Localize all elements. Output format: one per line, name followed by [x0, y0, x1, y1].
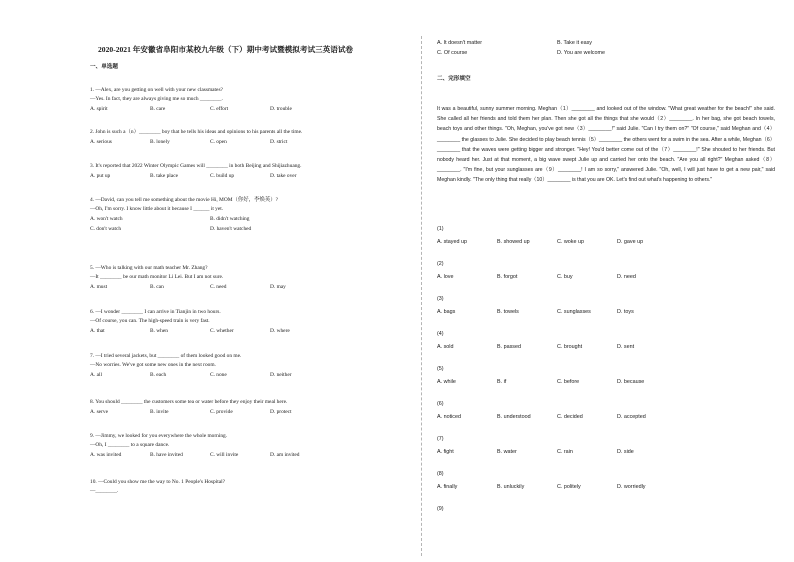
question-1-text: —Yes. In fact, they are always giving me so much ________. [90, 96, 223, 102]
question-9-options [90, 452, 390, 460]
option: C. don't watch [90, 226, 122, 232]
option: A. It doesn't matter [437, 40, 483, 46]
option: C. politely [557, 484, 581, 490]
question-8-text: 8. You should ________ the customers some tea or water before they enjoy their meal here. [90, 399, 288, 405]
option: A. stayed up [437, 239, 467, 245]
option: B. have invited [150, 452, 183, 458]
question-6-text: —Of course, you can. The high-speed train is very fast. [90, 318, 210, 324]
option: B. water [497, 449, 517, 455]
q10-options [437, 50, 737, 58]
question-1-options [90, 106, 390, 114]
cloze-6-options [437, 414, 737, 422]
option: B. showed up [497, 239, 530, 245]
cloze-1-options [437, 239, 737, 247]
option: C. provide [210, 409, 233, 415]
option: B. take place [150, 173, 178, 179]
cloze-8-options [437, 484, 737, 492]
option: D. need [617, 274, 636, 280]
option: A. bags [437, 309, 456, 315]
question-3-text: 3. It's reported that 2022 Winter Olympic Games will ________ in both Beijing and Shijiazhuang. [90, 163, 302, 169]
question-9-text: 9. —Jimmy, we looked for you everywhere the whole morning. [90, 433, 228, 439]
option: B. Take it easy [557, 40, 592, 46]
option: A. while [437, 379, 456, 385]
option: D. trouble [270, 106, 292, 112]
question-5-text: —It ________ be our math monitor Li Lei. But I am not sure. [90, 274, 224, 280]
option: D. am invited [270, 452, 300, 458]
option: D. where [270, 328, 290, 334]
question-7-options [90, 372, 390, 380]
option: A. must [90, 284, 108, 290]
cloze-5-options [437, 379, 737, 387]
option: B. when [150, 328, 168, 334]
cloze-number: (8) [437, 471, 444, 477]
question-2-text: 2. John is such a（n）________ boy that he tells his ideas and opinions to his parents all the time. [90, 129, 303, 135]
question-7-text: 7. —I tried several jackets, but ________ of them looked good on me. [90, 353, 242, 359]
option: D. accepted [617, 414, 646, 420]
option: A. all [90, 372, 102, 378]
question-10-text: 10. —Could you show me the way to No. 1 People's Hospital? [90, 479, 225, 485]
cloze-number: (5) [437, 366, 444, 372]
option: B. lonely [150, 139, 170, 145]
option: D. take over [270, 173, 297, 179]
question-10-text: —________. [90, 488, 119, 494]
option: C. before [557, 379, 580, 385]
option: C. need [210, 284, 227, 290]
cloze-passage: It was a beautiful, sunny summer morning. Meghan（1）________ and looked out of the window. "What great weather for the beach!" she said. She called all her friends and told them her plan. Then she got all the things that she would（2）________. In her bag, she got beach towels, beach toys and other things. "Oh, Meghan, you've got new（3）________!" said Julie. "Can I try them on?" "Of course," said Meghan and（4）________ the glasses to Julie. She decided to play beach tennis（5）________ the others went for a swim in the sea. After a while, Meghan（6）________ that the waves were getting bigger and stronger. "Hey! You'd better come out of the（7）________!" She shouted to her friends. But nobody heard her. Just at that moment, a big wave swept Julie up and carried her onto the beach. "Are you all right?" Meghan asked（8）________. "I'm fine, but your sunglasses are（9）________! I am so sorry," answered Julie. "Oh, well, I will just have to get a new pair," said Meghan kindly. "The only thing that really（10）________ is that you are OK. Let's find out what's happening to others." [437, 106, 775, 184]
option: B. didn't watching [210, 216, 250, 222]
option: A. spirit [90, 106, 108, 112]
cloze-number: (4) [437, 331, 444, 337]
option: A. noticed [437, 414, 461, 420]
question-5-options [90, 284, 390, 292]
option: B. if [497, 379, 507, 385]
option: A. put up [90, 173, 111, 179]
option: D. side [617, 449, 634, 455]
option: D. haven't watched [210, 226, 252, 232]
option: B. can [150, 284, 164, 290]
option: D. protect [270, 409, 292, 415]
option: D. because [617, 379, 645, 385]
option: B. understood [497, 414, 531, 420]
question-6-text: 6. —I wonder ________ I can arrive in Tianjin in two hours. [90, 309, 221, 315]
option: B. passed [497, 344, 521, 350]
option: D. gave up [617, 239, 644, 245]
option: C. whether [210, 328, 234, 334]
section-heading-single-choice: 一、单选题 [90, 64, 118, 70]
option: C. will invite [210, 452, 239, 458]
option: C. Of course [437, 50, 468, 56]
option: D. You are welcome [557, 50, 605, 56]
question-9-text: —Oh, I ________ to a square dance. [90, 442, 170, 448]
cloze-number: (6) [437, 401, 444, 407]
option: D. worriedly [617, 484, 646, 490]
option: B. each [150, 372, 167, 378]
option: C. rain [557, 449, 573, 455]
option: A. that [90, 328, 105, 334]
question-8-options [90, 409, 390, 417]
question-6-options [90, 328, 390, 336]
question-1-text: 1. —Alex, are you getting on well with your new classmates? [90, 87, 223, 93]
question-2-options [90, 139, 390, 147]
question-5-text: 5. —Who is talking with our math teacher Mr. Zhang? [90, 265, 208, 271]
q10-options [437, 40, 737, 48]
option: A. sold [437, 344, 454, 350]
paper-title: 2020-2021 年安徽省阜阳市某校九年级（下）期中考试暨模拟考试三英语试卷 [98, 45, 354, 54]
cloze-7-options [437, 449, 737, 457]
cloze-4-options [437, 344, 737, 352]
cloze-number: (2) [437, 261, 444, 267]
option: A. love [437, 274, 454, 280]
cloze-2-options [437, 274, 737, 282]
option: C. buy [557, 274, 573, 280]
option: B. forgot [497, 274, 518, 280]
option: D. sent [617, 344, 635, 350]
option: C. build up [210, 173, 235, 179]
option: C. open [210, 139, 227, 145]
option: C. sunglasses [557, 309, 591, 315]
option: C. woke up [557, 239, 584, 245]
option: D. strict [270, 139, 288, 145]
question-4-options [90, 216, 390, 224]
section-heading-cloze: 二、完形填空 [437, 76, 471, 82]
option: A. serve [90, 409, 108, 415]
cloze-number: (9) [437, 506, 444, 512]
option: B. care [150, 106, 166, 112]
option: B. invite [150, 409, 169, 415]
option: A. serious [90, 139, 112, 145]
question-7-text: —No worries. We've got some new ones in the next room. [90, 362, 216, 368]
option: D. may [270, 284, 286, 290]
question-4-text: —Oh, I'm sorry. I know little about it because I ______ it yet. [90, 206, 224, 212]
cloze-number: (3) [437, 296, 444, 302]
option: B. towels [497, 309, 519, 315]
option: D. toys [617, 309, 634, 315]
option: A. finally [437, 484, 458, 490]
cloze-number: (1) [437, 226, 444, 232]
cloze-3-options [437, 309, 737, 317]
question-3-options [90, 173, 390, 181]
question-4-text: 4. —David, can you tell me something about the movie Hi, MOM（你好，李焕英）? [90, 197, 279, 203]
option: C. decided [557, 414, 583, 420]
option: A. fight [437, 449, 454, 455]
option: C. effort [210, 106, 229, 112]
question-4-options [90, 226, 390, 234]
option: C. brought [557, 344, 583, 350]
option: A. won't watch [90, 216, 123, 222]
option: C. none [210, 372, 227, 378]
cloze-number: (7) [437, 436, 444, 442]
option: B. unluckily [497, 484, 525, 490]
column-divider [421, 36, 422, 556]
option: A. was invited [90, 452, 122, 458]
option: D. neither [270, 372, 292, 378]
